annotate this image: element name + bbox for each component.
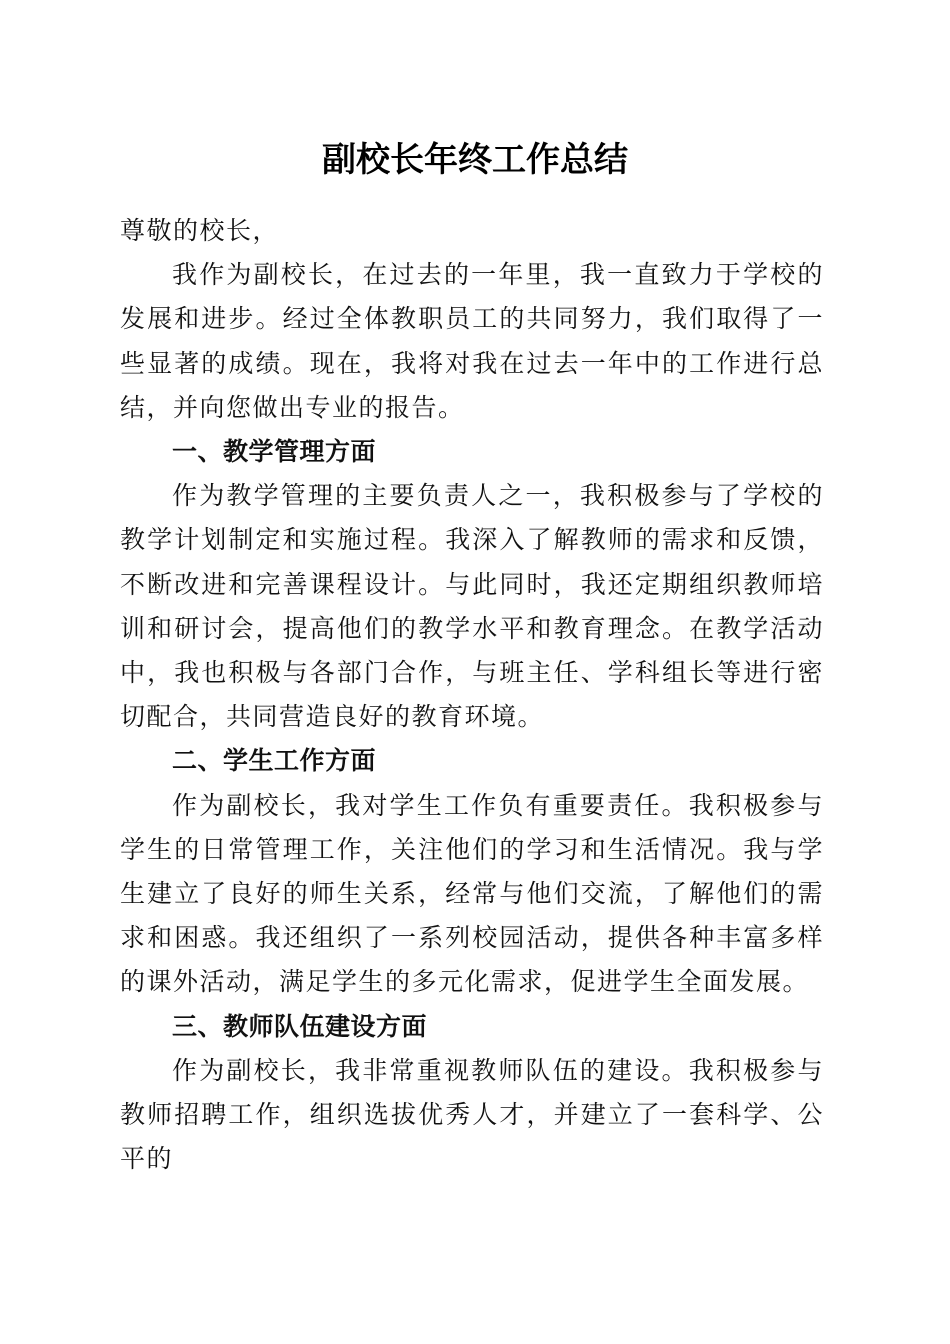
section-heading-teaching: 一、教学管理方面 <box>172 437 377 467</box>
document-body <box>120 209 824 1181</box>
section-paragraph-students: 作为副校长，我对学生工作负有重要责任。我积极参与学生的日常管理工作，关注他们的学习和生活情况。我与学生建立了良好的师生关系，经常与他们交流，了解他们的需求和困惑。我还组织了一系列校园活动，提供各种丰富多样的课外活动，满足学生的多元化需求，促进学生全面发展。 <box>120 790 824 997</box>
section-paragraph-teaching: 作为教学管理的主要负责人之一，我积极参与了学校的教学计划制定和实施过程。我深入了解教师的需求和反馈，不断改进和完善课程设计。与此同时，我还定期组织教师培训和研讨会，提高他们的教学水平和教育理念。在教学活动中，我也积极与各部门合作，与班主任、学科组长等进行密切配合，共同营造良好的教育环境。 <box>120 481 824 732</box>
section-paragraph-teachers: 作为副校长，我非常重视教师队伍的建设。我积极参与教师招聘工作，组织选拔优秀人才，并建立了一套科学、公平的 <box>120 1055 824 1174</box>
section-heading-teachers: 三、教师队伍建设方面 <box>172 1011 428 1041</box>
document-title: 副校长年终工作总结 <box>322 140 628 180</box>
intro-paragraph: 我作为副校长，在过去的一年里，我一直致力于学校的发展和进步。经过全体教职员工的共同努力，我们取得了一些显著的成绩。现在，我将对我在过去一年中的工作进行总结，并向您做出专业的报告。 <box>120 260 824 422</box>
salutation: 尊敬的校长， <box>120 216 280 245</box>
section-heading-students: 二、学生工作方面 <box>172 746 377 776</box>
